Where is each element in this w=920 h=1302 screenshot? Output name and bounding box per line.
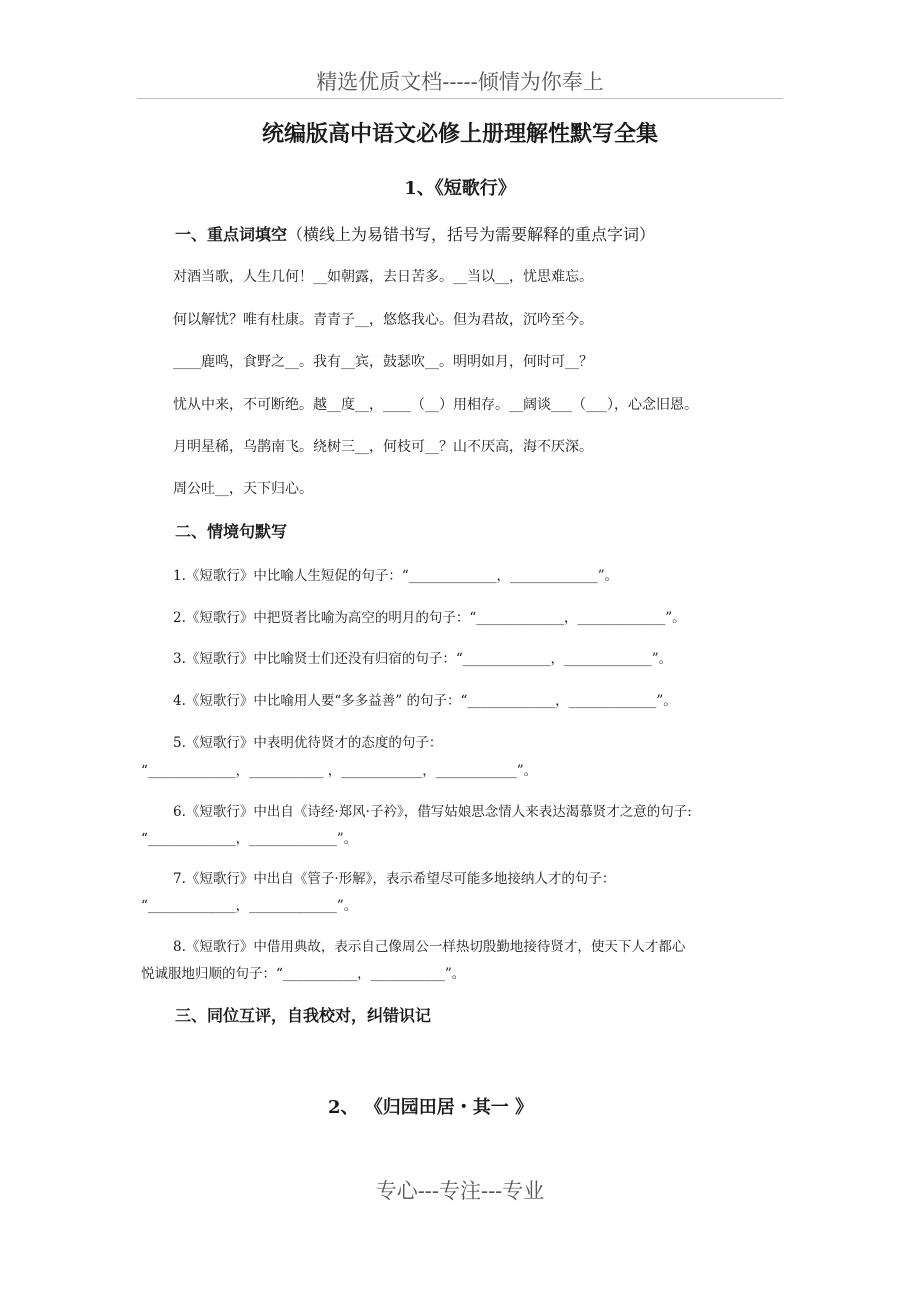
- header-divider: [137, 98, 783, 99]
- fill-line-1: 对酒当歌，人生几何！__如朝露，去日苦多。__当以__，忧思难忘。: [173, 269, 593, 285]
- question-1: 1.《短歌行》中比喻人生短促的句子：“_____________，_____________”。: [173, 568, 619, 584]
- poem-heading-1: 1、《短歌行》: [404, 178, 516, 199]
- question-3: 3.《短歌行》中比喻贤士们还没有归宿的句子：“_____________，_____________”。: [173, 651, 673, 667]
- section-heading-2: 二、情境句默写: [175, 522, 288, 541]
- section-note: （横线上为易错书写，括号为需要解释的重点字词）: [287, 225, 656, 244]
- question-7: 7.《短歌行》中出自《管子·形解》，表示希望尽可能多地接纳人才的句子：: [173, 871, 616, 887]
- page-header: 精选优质文档-----倾情为你奉上: [316, 70, 604, 94]
- document-title: 统编版高中语文必修上册理解性默写全集: [261, 121, 658, 147]
- section-heading-3: 三、同位互评，自我校对，纠错识记: [175, 1006, 432, 1025]
- question-7-answer-line: “_____________，_____________”。: [141, 898, 358, 914]
- question-8: 8.《短歌行》中借用典故，表示自己像周公一样热切殷勤地接待贤才，使天下人才都心: [173, 939, 686, 955]
- question-8-continuation: 悦诚服地归顺的句子：“___________，___________”。: [141, 966, 466, 982]
- page-footer: 专心---专注---专业: [375, 1179, 545, 1203]
- fill-line-5: 月明星稀，乌鹊南飞。绕树三__，何枝可__？山不厌高，海不厌深。: [173, 439, 593, 455]
- question-5: 5.《短歌行》中表明优待贤才的态度的句子：: [173, 735, 443, 751]
- question-2: 2.《短歌行》中把贤者比喻为高空的明月的句子：“_____________，_____________”。: [173, 610, 686, 626]
- question-6: 6.《短歌行》中出自《诗经·郑风·子衿》，借写姑娘思念情人来表达渴慕贤才之意的句子:: [173, 804, 692, 820]
- question-6-answer-line: “_____________，_____________”。: [141, 831, 358, 847]
- section-label: 一、重点词填空: [175, 225, 288, 244]
- question-5-answer-line: “_____________，___________ ，____________，____________”。: [141, 763, 538, 779]
- fill-line-2: 何以解忧？唯有杜康。青青子__，悠悠我心。但为君故，沉吟至今。: [173, 312, 593, 328]
- section-heading-1: [175, 222, 655, 245]
- question-4: 4.《短歌行》中比喻用人要“多多益善” 的句子：“_____________，_____________”。: [173, 693, 677, 709]
- fill-line-3: ____鹿鸣，食野之__。我有__宾，鼓瑟吹__。明明如月，何时可__？: [173, 354, 593, 370]
- fill-line-6: 周公吐__，天下归心。: [173, 481, 313, 497]
- fill-line-4: 忧从中来，不可断绝。越__度__，____（__）用相存。__阔谈___（___），心念旧恩。: [173, 397, 698, 413]
- poem-heading-2: 2、 《归园田居・其一 》: [328, 1097, 534, 1118]
